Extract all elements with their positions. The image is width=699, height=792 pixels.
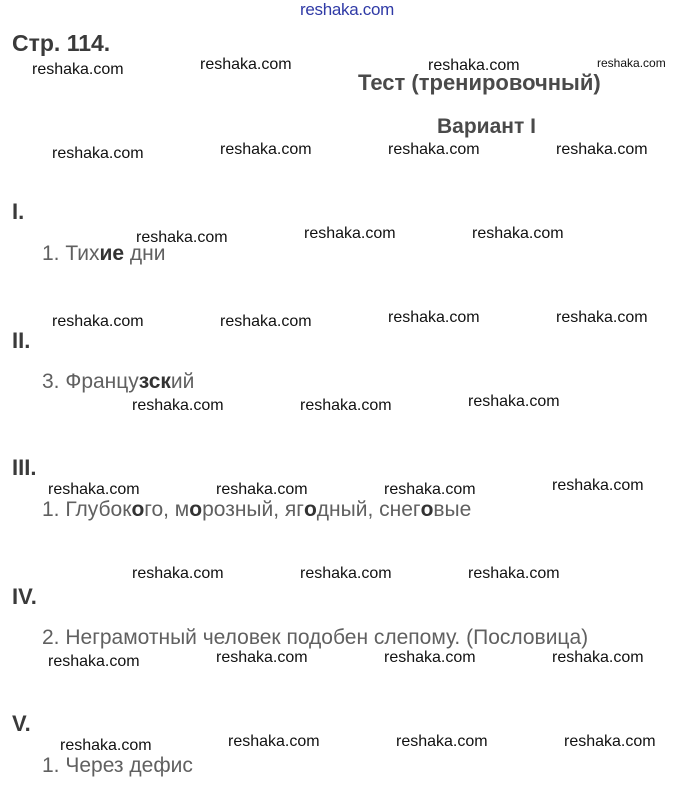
watermark: reshaka.com [216, 649, 308, 666]
watermark: reshaka.com [556, 309, 648, 326]
section-3-answer [42, 498, 471, 522]
highlighted-letter: о [303, 498, 317, 521]
watermark: reshaka.com [48, 481, 140, 498]
watermark: reshaka.com [384, 481, 476, 498]
section-2-number: II. [12, 328, 31, 353]
site-header-logo[interactable]: reshaka.com [300, 0, 395, 19]
highlighted-letters: ие [99, 242, 125, 265]
watermark: reshaka.com [300, 397, 392, 414]
test-title: Тест (тренировочный) [358, 70, 601, 95]
watermark: reshaka.com [388, 309, 480, 326]
highlighted-letters: зск [138, 370, 171, 393]
watermark: reshaka.com [384, 649, 476, 666]
answer-text: дный, снег [316, 498, 421, 521]
watermark: reshaka.com [136, 229, 228, 246]
watermark: reshaka.com [396, 733, 488, 750]
page-number: Стр. 114. [12, 30, 111, 56]
watermark: reshaka.com [52, 313, 144, 330]
watermark: reshaka.com [468, 393, 560, 410]
watermark: reshaka.com [468, 565, 560, 582]
watermark: reshaka.com [52, 145, 144, 162]
watermark: reshaka.com [552, 649, 644, 666]
answer-text: го, м [144, 498, 190, 521]
watermark: reshaka.com [556, 141, 648, 158]
highlighted-letter: о [189, 498, 203, 521]
section-3-number: III. [12, 455, 37, 480]
watermark: reshaka.com [60, 737, 152, 754]
answer-text: 1. Тих [42, 242, 100, 265]
answer-text: вые [433, 498, 472, 521]
variant-heading: Вариант I [437, 115, 536, 138]
watermark: reshaka.com [300, 565, 392, 582]
watermark: reshaka.com [220, 141, 312, 158]
watermark: reshaka.com [220, 313, 312, 330]
watermark: reshaka.com [304, 225, 396, 242]
answer-text: ий [170, 370, 195, 393]
answer-text: розный, яг [202, 498, 304, 521]
highlighted-letter: о [420, 498, 434, 521]
watermark: reshaka.com [552, 477, 644, 494]
section-4-answer: 2. Неграмотный человек подобен слепому. (Пословица) [42, 626, 589, 649]
watermark: reshaka.com [132, 397, 224, 414]
watermark: reshaka.com [32, 61, 124, 78]
highlighted-letter: о [131, 498, 145, 521]
answer-text: 3. Францу [42, 370, 139, 393]
watermark: reshaka.com [564, 733, 656, 750]
answer-text: 1. Глубок [42, 498, 132, 521]
answer-text: дни [124, 242, 166, 265]
watermark: reshaka.com [597, 56, 666, 70]
watermark: reshaka.com [388, 141, 480, 158]
section-5-number: V. [12, 711, 31, 736]
watermark: reshaka.com [228, 733, 320, 750]
section-4-number: IV. [12, 584, 37, 609]
section-5-answer: 1. Через дефис [42, 754, 193, 777]
watermark: reshaka.com [200, 56, 292, 73]
section-1-number: I. [12, 199, 25, 224]
watermark: reshaka.com [48, 653, 140, 670]
watermark: reshaka.com [472, 225, 564, 242]
watermark: reshaka.com [428, 57, 520, 74]
section-2-answer [42, 370, 194, 394]
watermark: reshaka.com [216, 481, 308, 498]
watermark: reshaka.com [132, 565, 224, 582]
